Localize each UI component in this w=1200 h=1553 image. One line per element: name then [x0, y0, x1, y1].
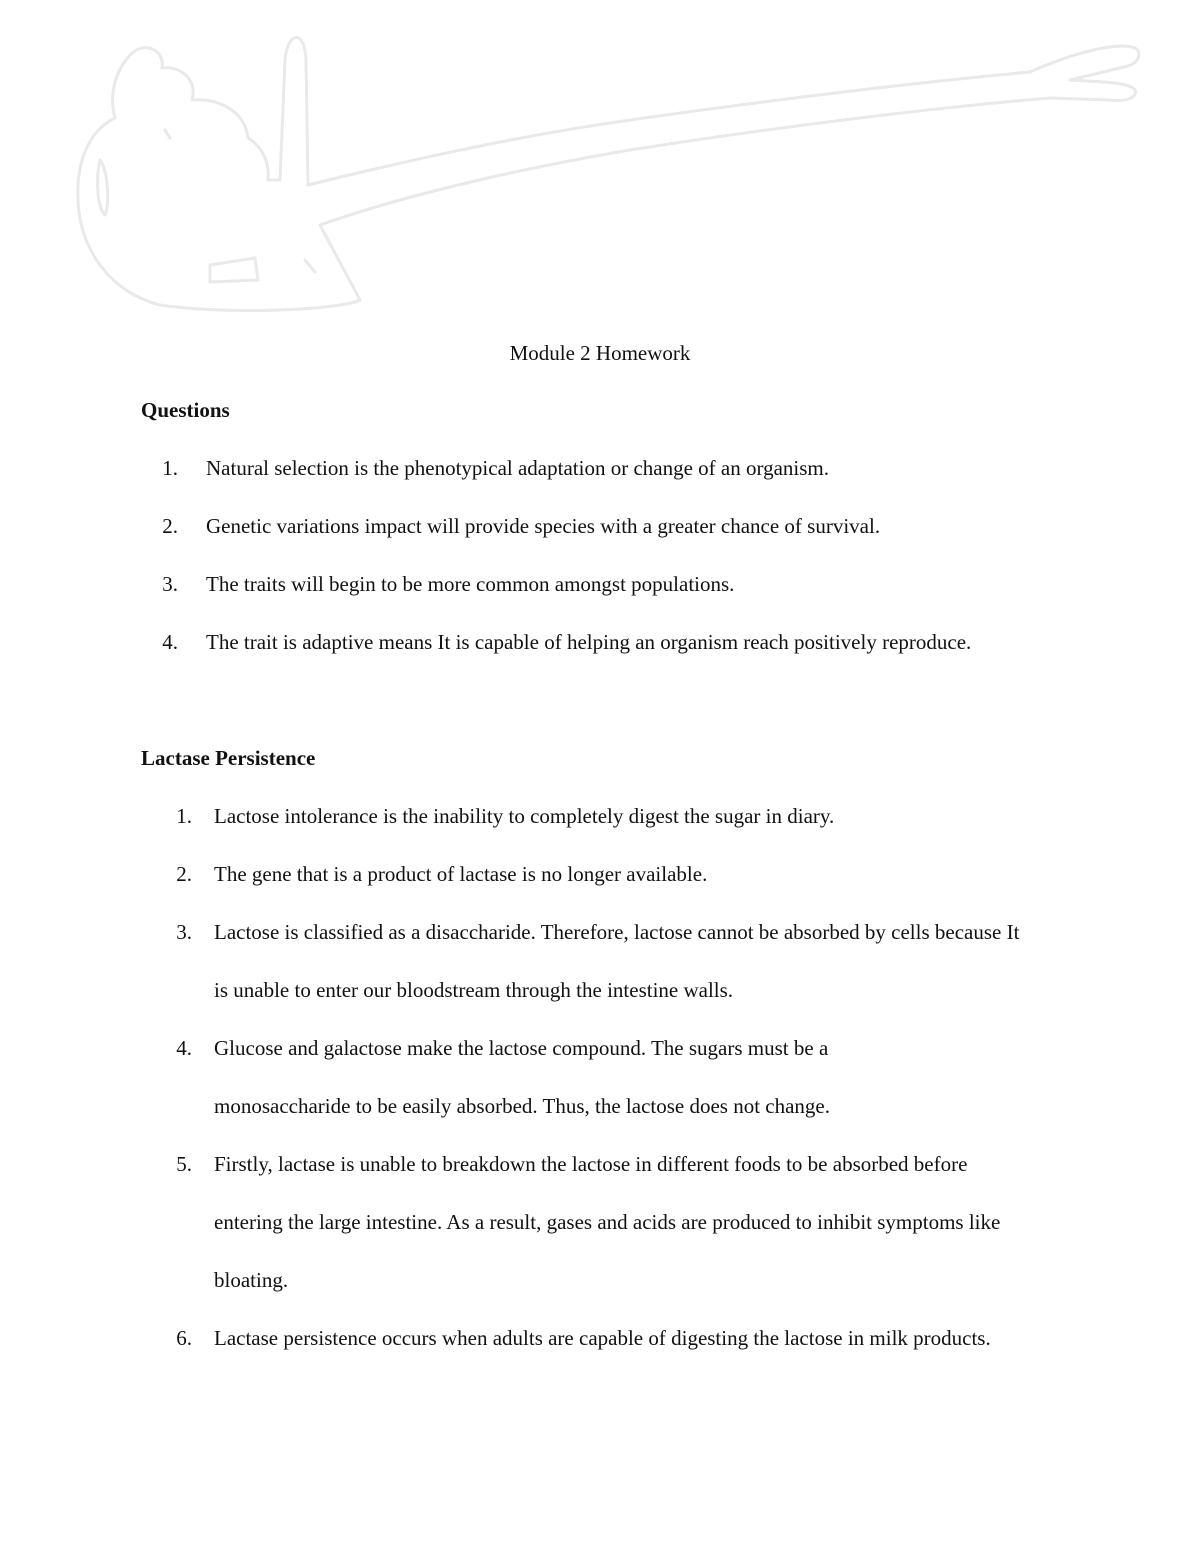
page-title: Module 2 Homework: [509, 341, 691, 365]
list-item-number: 1.: [176, 804, 192, 828]
list-item-number: 5.: [176, 1152, 192, 1176]
list-item-text: The trait is adaptive means It is capable of helping an organism reach positively reproduce.: [206, 630, 972, 654]
list-item-text: Genetic variations impact will provide species with a greater chance of survival.: [206, 514, 881, 538]
list-item-number: 4.: [162, 630, 178, 654]
list-item-number: 6.: [176, 1326, 192, 1350]
list-item-number: 4.: [176, 1036, 192, 1060]
list-item-number: 2.: [162, 514, 178, 538]
list-item-text: Lactose intolerance is the inability to completely digest the sugar in diary.: [214, 804, 835, 828]
list-item-number: 3.: [176, 920, 192, 944]
section-heading-questions: Questions: [141, 398, 230, 422]
watermark-logo-icon: [70, 20, 1150, 320]
list-item-text: Lactase persistence occurs when adults are capable of digesting the lactose in milk products.: [214, 1326, 991, 1350]
section-heading-lactase-persistence: Lactase Persistence: [141, 746, 316, 770]
list-item-text: Glucose and galactose make the lactose compound. The sugars must be a monosaccharide to be easily absorbed. Thus, the lactose does not change.: [214, 1036, 831, 1118]
list-item-text: The gene that is a product of lactase is no longer available.: [214, 862, 708, 886]
list-item-text: The traits will begin to be more common amongst populations.: [206, 572, 735, 596]
list-item-number: 1.: [162, 456, 178, 480]
list-item-text: Firstly, lactase is unable to breakdown the lactose in different foods to be absorbed before entering the large intestine. As a result, gases and acids are produced to inhibit symptoms like bloating.: [214, 1152, 1001, 1292]
list-item-text: Natural selection is the phenotypical adaptation or change of an organism.: [206, 456, 829, 480]
list-item-number: 3.: [162, 572, 178, 596]
list-item-number: 2.: [176, 862, 192, 886]
list-item-text: Lactose is classified as a disaccharide. Therefore, lactose cannot be absorbed by cells because It is unable to enter our bloodstream through the intestine walls.: [214, 920, 1020, 1002]
